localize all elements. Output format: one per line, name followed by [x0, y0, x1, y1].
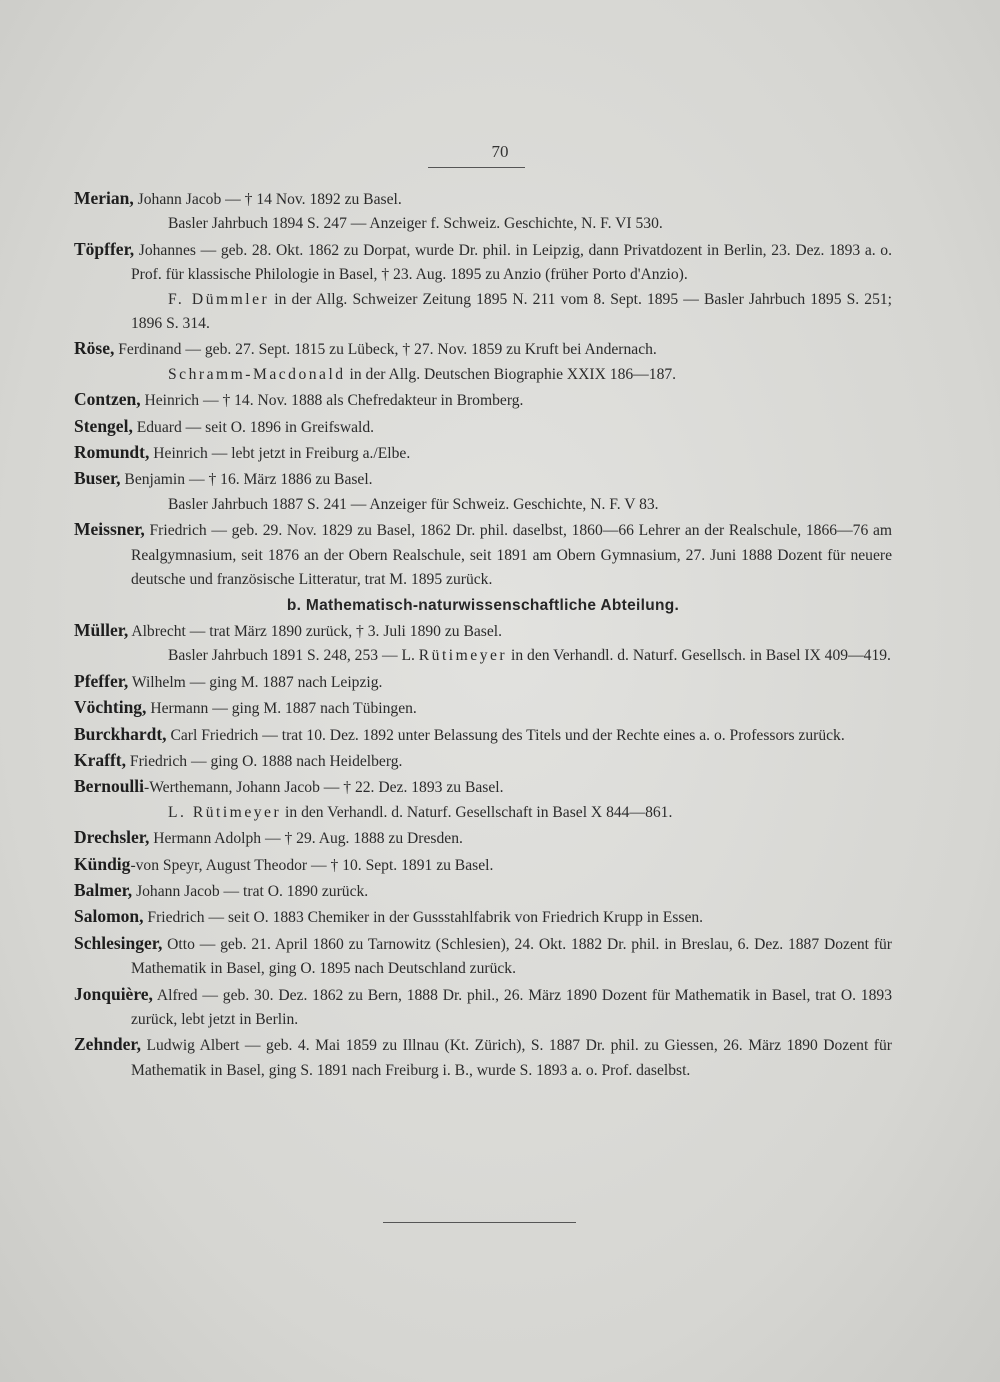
- person-name: Drechsler,: [74, 827, 150, 848]
- reference-author: F. Dümmler: [168, 290, 270, 308]
- entry-text: Eduard — seit O. 1896 in Greifswald.: [132, 418, 375, 436]
- reference-text: Basler Jahrbuch 1894 S. 247 — Anzeiger f. Schweiz. Geschichte, N. F. VI 530.: [168, 215, 663, 233]
- reference-author: Rütimeyer: [418, 647, 508, 665]
- page-number: 70: [491, 142, 509, 161]
- person-name: Krafft,: [74, 749, 126, 770]
- person-name: Vöchting,: [74, 697, 147, 718]
- entry-text: Ferdinand — geb. 27. Sept. 1815 zu Lübeck, † 27. Nov. 1859 zu Kruft bei Andernach.: [114, 341, 657, 359]
- entry-text: Johannes — geb. 28. Okt. 1862 zu Dorpat, wurde Dr. phil. in Leipzig, dann Privatdozent in Berlin, 23. Dez. 1893 a. o. Prof. für klassische Philologie in Basel, † 23. Aug. 1895 zu Anzio (früher Porto d'Anzio).: [131, 241, 892, 284]
- entry-text: Hermann — ging M. 1887 nach Tübingen.: [146, 700, 417, 718]
- biography-entry: [74, 825, 892, 851]
- page-number-rule: [428, 167, 525, 168]
- person-name: Röse,: [74, 338, 115, 359]
- biography-entry: [74, 237, 892, 288]
- person-name: Buser,: [74, 468, 121, 489]
- reference-text: in der Allg. Schweizer Zeitung 1895 N. 211 vom 8. Sept. 1895 — Basler Jahrbuch 1895 S. 251; 1896 S. 314.: [131, 290, 892, 333]
- entry-text: Heinrich — lebt jetzt in Freiburg a./Elbe.: [149, 445, 411, 463]
- reference-line: [74, 644, 892, 668]
- biography-entry: [74, 186, 892, 212]
- person-name: Merian,: [74, 188, 134, 208]
- entry-text: Ludwig Albert — geb. 4. Mai 1859 zu Illnau (Kt. Zürich), S. 1887 Dr. phil. zu Giessen, 26. März 1890 Dozent für Mathematik in Basel, ging S. 1891 nach Freiburg i. B., wurde S. 1893 a. o. Prof. daselbst.: [131, 1037, 892, 1079]
- biography-entry: [74, 414, 892, 440]
- biography-entry: [74, 722, 892, 748]
- person-name: Salomon,: [74, 906, 144, 927]
- reference-line: [74, 801, 892, 825]
- biography-entry: [74, 387, 892, 413]
- entry-text: Friedrich — geb. 29. Nov. 1829 zu Basel, 1862 Dr. phil. daselbst, 1860—66 Lehrer an der Realschule, 1866—76 am Realgymnasium, seit 1876 an der Obern Realschule, seit 1891 am Obern Gymnasium, 27. Juni 1888 Dozent für neuere deutsche und französische Litteratur, trat M. 1895 zurück.: [131, 522, 892, 589]
- reference-text: Basler Jahrbuch 1887 S. 241 — Anzeiger für Schweiz. Geschichte, N. F. V 83.: [168, 495, 659, 513]
- reference-text: in den Verhandl. d. Naturf. Gesellschaft in Basel X 844—861.: [281, 803, 673, 821]
- entry-text: Friedrich — ging O. 1888 nach Heidelberg.: [126, 752, 403, 770]
- biography-entry: [74, 748, 892, 774]
- entry-text: Albrecht — trat März 1890 zurück, † 3. Juli 1890 zu Basel.: [128, 622, 503, 640]
- reference-text: Basler Jahrbuch 1891 S. 248, 253 — L.: [168, 647, 419, 665]
- entry-text: Heinrich — † 14. Nov. 1888 als Chefredakteur in Bromberg.: [140, 392, 524, 410]
- biography-entry: [74, 669, 892, 695]
- biography-entry: [74, 878, 892, 904]
- entry-text: -von Speyr, August Theodor — † 10. Sept. 1891 zu Basel.: [130, 856, 494, 874]
- page-content: [74, 186, 892, 1083]
- person-name: Müller,: [74, 619, 129, 640]
- biography-entry: [74, 695, 892, 721]
- entry-text: Carl Friedrich — trat 10. Dez. 1892 unter Belassung des Titels und der Rechte eines a. o. Professors zurück.: [166, 726, 845, 744]
- entries-section-a: [74, 186, 892, 593]
- person-name: Stengel,: [74, 415, 133, 436]
- person-name: Jonquière,: [74, 983, 153, 1004]
- entries-section-b: [74, 618, 892, 1083]
- biography-entry: [74, 336, 892, 362]
- entry-text: Alfred — geb. 30. Dez. 1862 zu Bern, 1888 Dr. phil., 26. März 1890 Dozent für Mathematik in Basel, trat O. 1893 zurück, lebt jetzt in Berlin.: [131, 986, 892, 1028]
- person-name: Töpffer,: [74, 238, 135, 259]
- biography-entry: [74, 440, 892, 466]
- biography-entry: [74, 774, 892, 800]
- reference-author: Schramm-Macdonald: [168, 365, 346, 383]
- reference-text: in den Verhandl. d. Naturf. Gesellsch. in Basel IX 409—419.: [507, 647, 891, 665]
- person-name: Kündig: [74, 853, 131, 874]
- end-rule: [383, 1222, 576, 1223]
- reference-author: L. Rütimeyer: [168, 803, 282, 821]
- biography-entry: [74, 466, 892, 492]
- person-name: Balmer,: [74, 879, 133, 900]
- person-name: Bernoulli: [74, 776, 145, 797]
- entry-text: Wilhelm — ging M. 1887 nach Leipzig.: [128, 673, 383, 691]
- reference-line: [74, 288, 892, 337]
- entry-text: -Werthemann, Johann Jacob — † 22. Dez. 1893 zu Basel.: [144, 779, 504, 797]
- entry-text: Benjamin — † 16. März 1886 zu Basel.: [120, 471, 373, 489]
- biography-entry: [74, 852, 892, 878]
- person-name: Burckhardt,: [74, 723, 167, 744]
- biography-entry: [74, 904, 892, 930]
- section-heading: b. Mathematisch-naturwissenschaftliche Abteilung.: [286, 596, 680, 614]
- biography-entry: [74, 618, 892, 644]
- biography-entry: [74, 982, 892, 1033]
- reference-text: in der Allg. Deutschen Biographie XXIX 186—187.: [345, 365, 677, 383]
- person-name: Schlesinger,: [74, 932, 163, 953]
- biography-entry: [74, 1032, 892, 1083]
- reference-line: [74, 363, 892, 387]
- person-name: Meissner,: [74, 519, 145, 540]
- entry-text: Hermann Adolph — † 29. Aug. 1888 zu Dresden.: [149, 830, 463, 848]
- reference-line: [74, 212, 892, 236]
- entry-text: Johann Jacob — † 14 Nov. 1892 zu Basel.: [133, 191, 402, 208]
- biography-entry: [74, 517, 892, 592]
- person-name: Romundt,: [74, 442, 150, 463]
- person-name: Pfeffer,: [74, 670, 129, 691]
- biography-entry: [74, 931, 892, 982]
- entry-text: Friedrich — seit O. 1883 Chemiker in der Gussstahlfabrik von Friedrich Krupp in Essen.: [143, 909, 704, 927]
- reference-line: [74, 493, 892, 517]
- person-name: Contzen,: [74, 389, 141, 410]
- person-name: Zehnder,: [74, 1034, 141, 1055]
- entry-text: Otto — geb. 21. April 1860 zu Tarnowitz (Schlesien), 24. Okt. 1882 Dr. phil. in Breslau, 6. Dez. 1887 Dozent für Mathematik in Basel, ging O. 1895 nach Deutschland zurück.: [131, 935, 892, 978]
- entry-text: Johann Jacob — trat O. 1890 zurück.: [132, 882, 369, 900]
